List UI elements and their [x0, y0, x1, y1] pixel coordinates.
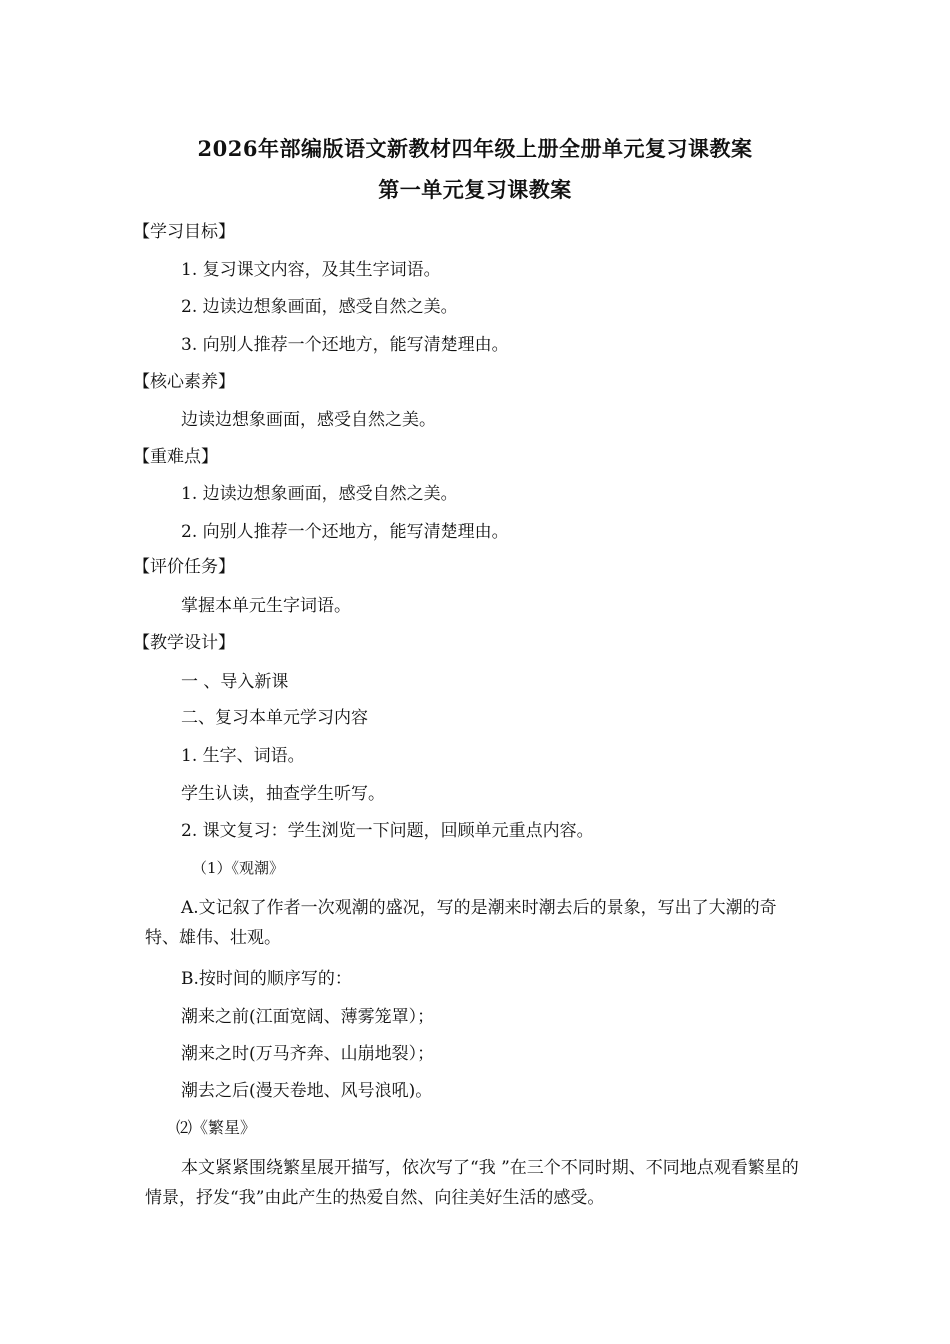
design-line: 学生认读，抽查学生听写。 [181, 784, 385, 804]
objective-item: 2. 边读边想象画面，感受自然之美。 [181, 297, 458, 317]
objective-item: 1. 复习课文内容，及其生字词语。 [181, 260, 441, 280]
key-point: 2. 向别人推荐一个还地方，能写清楚理由。 [181, 522, 509, 542]
objective-item: 3. 向别人推荐一个还地方，能写清楚理由。 [181, 335, 509, 355]
design-line: 2. 课文复习：学生浏览一下问题，回顾单元重点内容。 [181, 821, 594, 841]
design-line: 1. 生字、词语。 [181, 746, 305, 766]
document-title: 2026年部编版语文新教材四年级上册全册单元复习课教案 [197, 136, 753, 161]
objectives-heading: 【学习目标】 [133, 222, 235, 242]
lesson-title: ⑵《繁星》 [176, 1118, 257, 1137]
design-line: 二、复习本单元学习内容 [181, 708, 368, 728]
lesson1-sequence-heading: B.按时间的顺序写的： [181, 969, 352, 989]
core-heading: 【核心素养】 [133, 372, 235, 392]
lesson2-summary: 本文紧紧围绕繁星展开描写，依次写了“我 ”在三个不同时期、不同地点观看繁星的情景，抒发“我”由此产生的热爱自然、向往美好生活的感受。 [145, 1158, 799, 1208]
key-point: 1. 边读边想象画面，感受自然之美。 [181, 484, 458, 504]
design-line: 一 、导入新课 [181, 672, 289, 692]
lesson1-sequence-item: 潮来之前(江面宽阔、薄雾笼罩）； [181, 1007, 435, 1027]
lesson-title: （1）《观潮》 [192, 859, 285, 877]
lesson1-sequence-item: 潮去之后(漫天卷地、风号浪吼)。 [181, 1081, 433, 1101]
design-heading: 【教学设计】 [133, 633, 235, 653]
document-subtitle: 第一单元复习课教案 [378, 177, 572, 202]
key-heading: 【重难点】 [133, 447, 218, 467]
eval-heading: 【评价任务】 [133, 557, 235, 577]
core-text: 边读边想象画面，感受自然之美。 [181, 410, 436, 430]
eval-text: 掌握本单元生字词语。 [181, 596, 351, 616]
lesson1-sequence-item: 潮来之时(万马齐奔、山崩地裂）； [181, 1044, 435, 1064]
lesson1-summary: A.文记叙了作者一次观潮的盛况，写的是潮来时潮去后的景象，写出了大潮的奇特、雄伟、壮观。 [145, 898, 777, 948]
